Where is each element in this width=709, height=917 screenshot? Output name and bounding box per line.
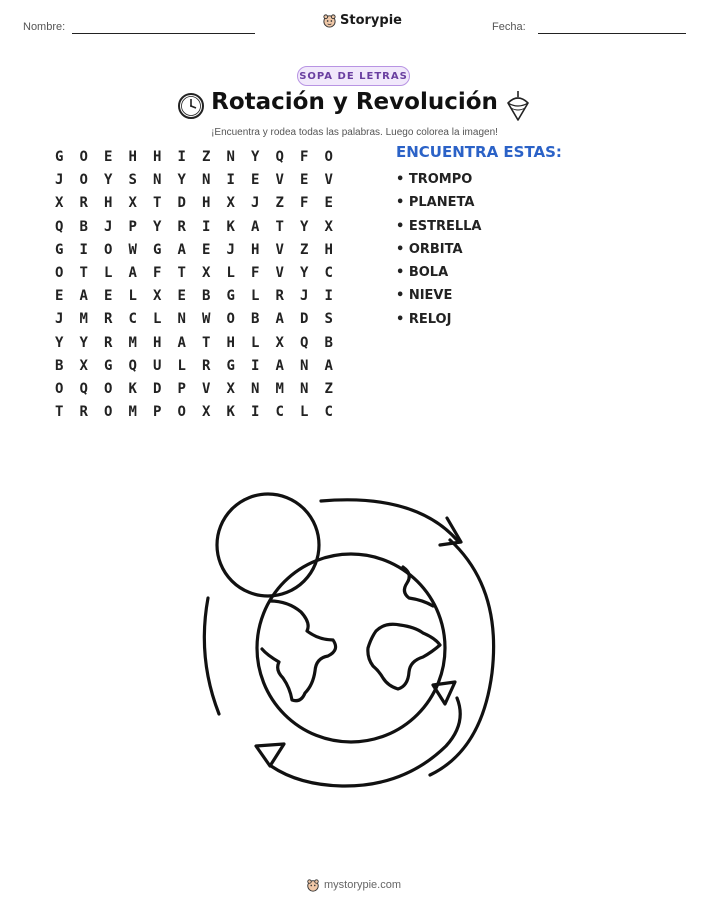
grid-letter[interactable]: H <box>128 149 137 165</box>
grid-letter[interactable]: A <box>275 311 284 328</box>
grid-letter[interactable]: S <box>324 311 333 328</box>
grid-letter[interactable]: R <box>104 334 113 351</box>
grid-letter[interactable]: O <box>177 404 186 421</box>
grid-letter[interactable]: L <box>251 334 260 351</box>
grid-letter[interactable]: H <box>202 195 211 212</box>
grid-letter[interactable]: K <box>226 218 235 235</box>
grid-letter[interactable]: X <box>324 218 333 235</box>
word-list-item: • BOLA <box>396 265 449 281</box>
grid-letter[interactable]: P <box>128 218 137 235</box>
word-list-item: • NIEVE <box>396 288 453 304</box>
grid-letter[interactable]: Y <box>104 172 113 189</box>
grid-letter[interactable]: F <box>251 264 260 281</box>
grid-letter[interactable]: B <box>251 311 260 328</box>
grid-letter[interactable]: T <box>153 195 162 212</box>
grid-letter[interactable]: M <box>128 404 137 421</box>
grid-letter[interactable]: Y <box>79 334 88 351</box>
grid-row <box>47 146 341 169</box>
grid-letter[interactable]: Z <box>300 241 309 258</box>
grid-letter[interactable]: X <box>79 357 88 374</box>
grid-letter[interactable]: A <box>128 264 137 281</box>
grid-letter[interactable]: A <box>275 357 284 374</box>
grid-letter[interactable]: E <box>104 288 113 305</box>
grid-letter[interactable]: E <box>251 172 260 189</box>
grid-letter[interactable]: I <box>251 357 260 374</box>
grid-letter[interactable]: O <box>79 149 88 165</box>
grid-letter[interactable]: O <box>226 311 235 328</box>
word-list-item: • RELOJ <box>396 311 452 327</box>
grid-letter[interactable]: D <box>153 380 162 397</box>
grid-letter[interactable]: Y <box>153 218 162 235</box>
grid-letter[interactable]: M <box>79 311 88 328</box>
grid-letter[interactable]: F <box>300 149 309 165</box>
grid-letter[interactable]: S <box>128 172 137 189</box>
grid-letter[interactable]: W <box>128 241 137 258</box>
grid-row <box>47 239 341 262</box>
grid-letter[interactable]: E <box>202 241 211 258</box>
grid-letter[interactable]: B <box>202 288 211 305</box>
grid-letter[interactable]: R <box>79 195 88 212</box>
footer <box>306 878 401 892</box>
grid-letter[interactable]: L <box>153 311 162 328</box>
grid-letter[interactable]: M <box>128 334 137 351</box>
grid-letter[interactable]: Z <box>202 149 211 165</box>
grid-letter[interactable]: Y <box>300 218 309 235</box>
grid-letter[interactable]: A <box>251 218 260 235</box>
grid-letter[interactable]: O <box>104 241 113 258</box>
earth-orbit-illustration <box>195 488 515 868</box>
grid-letter[interactable]: D <box>300 311 309 328</box>
grid-letter[interactable]: G <box>55 149 64 165</box>
grid-letter[interactable]: H <box>324 241 333 258</box>
grid-letter[interactable]: N <box>177 311 186 328</box>
grid-row <box>47 355 341 378</box>
grid-letter[interactable]: O <box>55 264 64 281</box>
grid-letter[interactable]: J <box>251 195 260 212</box>
grid-letter[interactable]: A <box>177 241 186 258</box>
grid-letter[interactable]: T <box>275 218 284 235</box>
grid-letter[interactable]: G <box>226 288 235 305</box>
grid-letter[interactable]: J <box>55 172 64 189</box>
grid-letter[interactable]: X <box>128 195 137 212</box>
grid-row <box>47 216 341 239</box>
grid-letter[interactable]: J <box>300 288 309 305</box>
grid-letter[interactable]: J <box>226 241 235 258</box>
grid-letter[interactable]: Q <box>79 380 88 397</box>
grid-letter[interactable]: N <box>226 149 235 165</box>
grid-letter[interactable]: X <box>226 380 235 397</box>
grid-letter[interactable]: B <box>79 218 88 235</box>
grid-letter[interactable]: X <box>202 264 211 281</box>
grid-letter[interactable]: B <box>55 357 64 374</box>
grid-row <box>47 285 341 308</box>
grid-letter[interactable]: E <box>104 149 113 165</box>
grid-letter[interactable]: R <box>79 404 88 421</box>
grid-letter[interactable]: D <box>177 195 186 212</box>
page-title: Rotación y Revolución <box>211 89 498 115</box>
grid-letter[interactable]: T <box>79 264 88 281</box>
grid-letter[interactable]: O <box>104 380 113 397</box>
grid-letter[interactable]: C <box>275 404 284 421</box>
grid-letter[interactable]: I <box>251 404 260 421</box>
grid-letter[interactable]: C <box>324 264 333 281</box>
activity-badge: SOPA DE LETRAS <box>297 66 410 86</box>
grid-letter[interactable]: N <box>202 172 211 189</box>
grid-letter[interactable]: V <box>202 380 211 397</box>
grid-letter[interactable]: H <box>226 334 235 351</box>
grid-letter[interactable]: F <box>300 195 309 212</box>
grid-row <box>47 332 341 355</box>
word-list-item: • PLANETA <box>396 195 475 211</box>
grid-letter[interactable]: H <box>251 241 260 258</box>
grid-row <box>47 401 341 424</box>
grid-letter[interactable]: R <box>202 357 211 374</box>
grid-letter[interactable]: V <box>324 172 333 189</box>
grid-letter[interactable]: X <box>202 404 211 421</box>
grid-letter[interactable]: X <box>55 195 64 212</box>
grid-letter[interactable]: L <box>226 264 235 281</box>
grid-letter[interactable]: N <box>300 357 309 374</box>
grid-letter[interactable]: Z <box>324 380 333 397</box>
grid-letter[interactable]: C <box>128 311 137 328</box>
grid-letter[interactable]: Q <box>128 357 137 374</box>
grid-letter[interactable]: Q <box>55 218 64 235</box>
grid-letter[interactable]: A <box>324 357 333 374</box>
grid-letter[interactable]: N <box>251 380 260 397</box>
word-list-title: ENCUENTRA ESTAS: <box>396 143 562 161</box>
grid-letter[interactable]: A <box>79 288 88 305</box>
brand-logo <box>322 13 402 28</box>
grid-letter[interactable]: L <box>177 357 186 374</box>
grid-letter[interactable]: R <box>104 311 113 328</box>
date-line <box>538 33 686 34</box>
footer-url: mystorypie.com <box>324 879 402 891</box>
grid-letter[interactable]: E <box>177 288 186 305</box>
word-list-item: • ORBITA <box>396 241 463 257</box>
spinning-top-icon <box>505 89 531 123</box>
grid-letter[interactable]: U <box>153 357 162 374</box>
instructions: ¡Encuentra y rodea todas las palabras. Luego colorea la imagen! <box>211 127 498 138</box>
grid-letter[interactable]: B <box>324 334 333 351</box>
storypie-mascot-icon <box>322 13 337 28</box>
grid-letter[interactable]: H <box>153 149 162 165</box>
grid-letter[interactable]: V <box>275 172 284 189</box>
grid-letter[interactable]: P <box>153 404 162 421</box>
grid-letter[interactable]: Q <box>300 334 309 351</box>
grid-letter[interactable]: X <box>153 288 162 305</box>
grid-letter[interactable]: L <box>251 288 260 305</box>
grid-letter[interactable]: M <box>275 380 284 397</box>
grid-letter[interactable]: E <box>300 172 309 189</box>
word-list-item: • ESTRELLA <box>396 218 482 234</box>
grid-letter[interactable]: G <box>55 241 64 258</box>
grid-letter[interactable]: N <box>300 380 309 397</box>
grid-letter[interactable]: T <box>55 404 64 421</box>
grid-letter[interactable]: Y <box>251 149 260 165</box>
grid-letter[interactable]: R <box>275 288 284 305</box>
grid-letter[interactable]: Y <box>300 264 309 281</box>
grid-letter[interactable]: R <box>177 218 186 235</box>
grid-letter[interactable]: O <box>324 149 333 165</box>
grid-letter[interactable]: I <box>226 172 235 189</box>
grid-letter[interactable]: G <box>153 241 162 258</box>
grid-letter[interactable]: P <box>177 380 186 397</box>
grid-row <box>47 262 341 285</box>
grid-letter[interactable]: I <box>177 149 186 165</box>
storypie-mascot-icon <box>306 878 320 892</box>
word-list-item: • TROMPO <box>396 172 473 187</box>
grid-letter[interactable]: O <box>104 404 113 421</box>
grid-letter[interactable]: O <box>79 172 88 189</box>
grid-letter[interactable]: Y <box>177 172 186 189</box>
grid-letter[interactable]: W <box>202 311 211 328</box>
grid-letter[interactable]: E <box>55 288 64 305</box>
grid-letter[interactable]: N <box>153 172 162 189</box>
grid-letter[interactable]: X <box>275 334 284 351</box>
grid-letter[interactable]: E <box>324 195 333 212</box>
date-label: Fecha: <box>492 21 526 33</box>
grid-row <box>47 378 341 401</box>
grid-letter[interactable]: T <box>177 264 186 281</box>
grid-letter[interactable]: V <box>275 241 284 258</box>
grid-letter[interactable]: O <box>55 380 64 397</box>
name-label: Nombre: <box>23 21 66 33</box>
grid-letter[interactable]: I <box>202 218 211 235</box>
grid-letter[interactable]: G <box>226 357 235 374</box>
brand-name: Storypie <box>340 13 402 28</box>
grid-letter[interactable]: V <box>275 264 284 281</box>
grid-letter[interactable]: Y <box>55 334 64 351</box>
grid-letter[interactable]: G <box>104 357 113 374</box>
grid-row <box>47 192 341 215</box>
word-search-grid <box>47 146 341 424</box>
grid-letter[interactable]: J <box>104 218 113 235</box>
name-line <box>72 33 255 34</box>
grid-letter[interactable]: I <box>324 288 333 305</box>
grid-letter[interactable]: Q <box>275 149 284 165</box>
grid-letter[interactable]: C <box>324 404 333 421</box>
word-list <box>396 170 481 333</box>
grid-letter[interactable]: H <box>153 334 162 351</box>
grid-letter[interactable]: K <box>128 380 137 397</box>
grid-letter[interactable]: A <box>177 334 186 351</box>
grid-letter[interactable]: L <box>128 288 137 305</box>
grid-letter[interactable]: L <box>300 404 309 421</box>
grid-letter[interactable]: J <box>55 311 64 328</box>
grid-letter[interactable]: L <box>104 264 113 281</box>
grid-letter[interactable]: X <box>226 195 235 212</box>
grid-letter[interactable]: F <box>153 264 162 281</box>
grid-letter[interactable]: H <box>104 195 113 212</box>
grid-row <box>47 308 341 331</box>
grid-letter[interactable]: I <box>79 241 88 258</box>
grid-letter[interactable]: T <box>202 334 211 351</box>
grid-row <box>47 169 341 192</box>
grid-letter[interactable]: K <box>226 404 235 421</box>
grid-letter[interactable]: Z <box>275 195 284 212</box>
